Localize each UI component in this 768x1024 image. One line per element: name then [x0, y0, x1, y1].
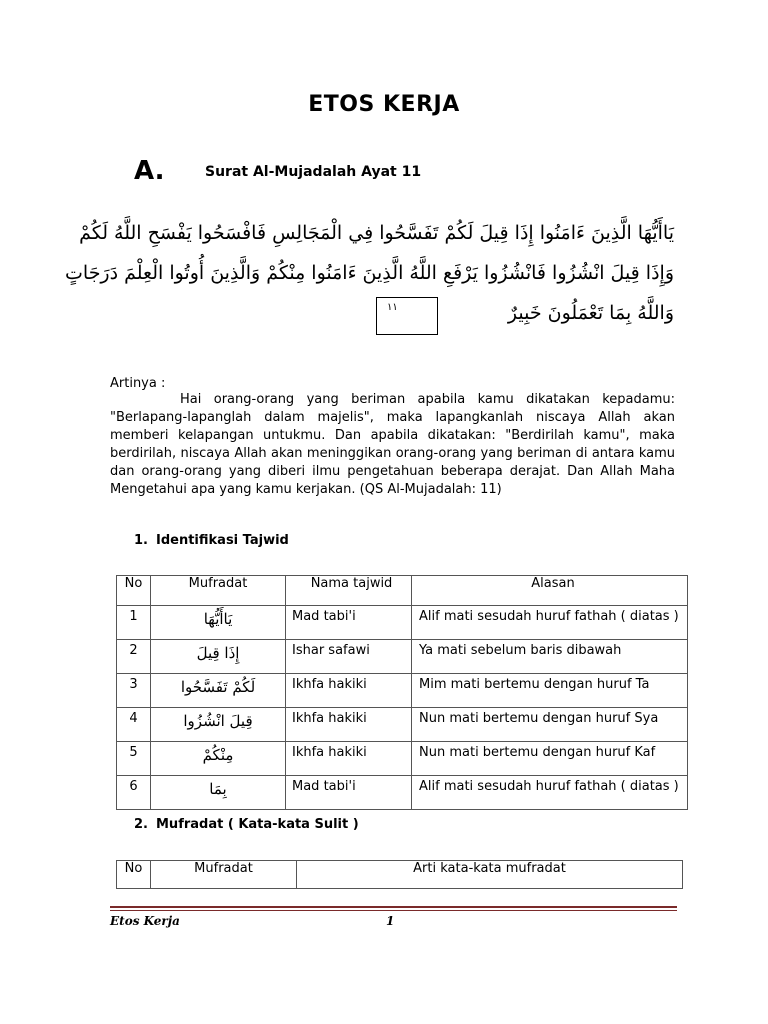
- header-arti: Arti kata-kata mufradat: [297, 861, 683, 889]
- tajwid-heading-number: 1.: [134, 533, 148, 548]
- footer-divider-thin: [110, 910, 677, 911]
- row-nama-tajwid: Mad tabi'i: [286, 776, 412, 810]
- header-no: No: [117, 576, 151, 606]
- mufradat-heading: [134, 817, 359, 832]
- footer-title: Etos Kerja: [110, 914, 180, 928]
- row-nama-tajwid: Ikhfa hakiki: [286, 742, 412, 776]
- row-nama-tajwid: Ishar safawi: [286, 640, 412, 674]
- row-alasan: Mim mati bertemu dengan huruf Ta: [412, 674, 688, 708]
- section-letter: A.: [134, 156, 165, 186]
- arabic-verse-line-3: وَاللَّهُ بِمَا تَعْمَلُونَ خَبِيرٌ: [507, 302, 674, 324]
- row-no: 4: [117, 708, 151, 742]
- table-row: [117, 776, 688, 810]
- mufradat-heading-number: 2.: [134, 817, 148, 832]
- row-nama-tajwid: Ikhfa hakiki: [286, 674, 412, 708]
- row-no: 6: [117, 776, 151, 810]
- page-number: 1: [386, 914, 395, 928]
- footer-divider: [110, 906, 677, 908]
- row-alasan: Ya mati sebelum baris dibawah: [412, 640, 688, 674]
- row-nama-tajwid: Ikhfa hakiki: [286, 708, 412, 742]
- table-header-row: [117, 861, 683, 889]
- header-no: No: [117, 861, 151, 889]
- table-row: [117, 606, 688, 640]
- row-no: 1: [117, 606, 151, 640]
- ayah-number: ١١: [387, 302, 398, 313]
- arabic-verse-line-1: يَاأَيُّهَا الَّذِينَ ءَامَنُوا إِذَا قِيلَ لَكُمْ تَفَسَّحُوا فِي الْمَجَالِسِ فَافْسَحُوا يَفْسَحِ اللَّهُ لَكُمْ: [79, 222, 674, 244]
- row-mufradat: إِذَا قِيلَ: [151, 640, 286, 674]
- mufradat-table: [116, 860, 683, 889]
- row-mufradat: يَاأَيُّهَا: [151, 606, 286, 640]
- row-mufradat: قِيلَ انْشُزُوا: [151, 708, 286, 742]
- artinya-text: Hai orang-orang yang beriman apabila kamu dikatakan kepadamu: "Berlapang-lapanglah dalam majelis", maka lapangkanlah niscaya Allah akan memberi kelapangan untukmu. Dan apabila dikatakan: "Berdirilah kamu", maka berdirilah, niscaya Allah akan meninggikan orang-orang yang beriman di antara kamu dan orang-orang yang diberi ilmu pengetahuan beberapa derajat. Dan Allah Maha Mengetahui apa yang kamu kerjakan. (QS Al-Mujadalah: 11): [110, 392, 675, 497]
- row-mufradat: بِمَا: [151, 776, 286, 810]
- header-mufradat: Mufradat: [151, 576, 286, 606]
- table-row: [117, 742, 688, 776]
- artinya-label: Artinya :: [110, 376, 166, 391]
- section-subtitle: Surat Al-Mujadalah Ayat 11: [205, 164, 422, 180]
- table-row: [117, 708, 688, 742]
- row-nama-tajwid: Mad tabi'i: [286, 606, 412, 640]
- ayah-number-box: [376, 297, 438, 335]
- row-mufradat: مِنْكُمْ: [151, 742, 286, 776]
- header-mufradat: Mufradat: [151, 861, 297, 889]
- tajwid-heading-text: Identifikasi Tajwid: [156, 533, 289, 548]
- tajwid-heading: [134, 533, 289, 548]
- row-alasan: Nun mati bertemu dengan huruf Sya: [412, 708, 688, 742]
- mufradat-heading-text: Mufradat ( Kata-kata Sulit ): [156, 817, 359, 832]
- table-row: [117, 640, 688, 674]
- arabic-verse-line-2: وَإِذَا قِيلَ انْشُزُوا فَانْشُزُوا يَرْفَعِ اللَّهُ الَّذِينَ ءَامَنُوا مِنْكُمْ وَالَّذِينَ أُوتُوا الْعِلْمَ دَرَجَاتٍ: [65, 262, 674, 284]
- tajwid-table: [116, 575, 688, 810]
- table-row: [117, 674, 688, 708]
- header-nama-tajwid: Nama tajwid: [286, 576, 412, 606]
- row-alasan: Nun mati bertemu dengan huruf Kaf: [412, 742, 688, 776]
- row-alasan: Alif mati sesudah huruf fathah ( diatas ): [412, 606, 688, 640]
- row-mufradat: لَكُمْ تَفَسَّحُوا: [151, 674, 286, 708]
- page-title: ETOS KERJA: [308, 92, 460, 117]
- table-header-row: [117, 576, 688, 606]
- header-alasan: Alasan: [412, 576, 688, 606]
- row-no: 2: [117, 640, 151, 674]
- row-alasan: Alif mati sesudah huruf fathah ( diatas ): [412, 776, 688, 810]
- row-no: 5: [117, 742, 151, 776]
- row-no: 3: [117, 674, 151, 708]
